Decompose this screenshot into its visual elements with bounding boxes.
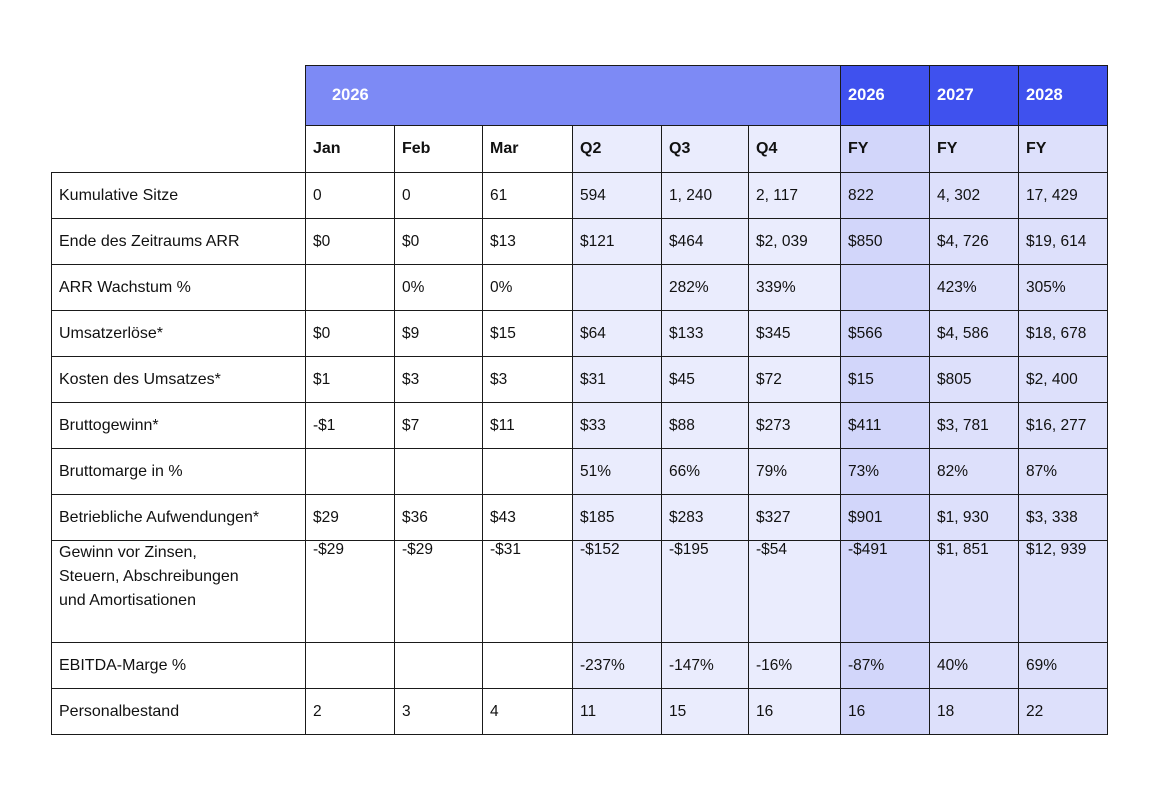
value-cell-q3: $283 [662,495,749,541]
value-cell-fy-2027: $4, 586 [930,311,1019,357]
table-row [52,403,1108,449]
table-body [52,173,1108,735]
row-label: Umsatzerlöse* [52,311,306,357]
value-cell-q2: $33 [573,403,662,449]
value-cell-q4: $72 [749,357,841,403]
period-header-row [52,126,1108,173]
row-label: Kumulative Sitze [52,173,306,219]
value-cell-jan [306,449,395,495]
value-cell-jan: $0 [306,311,395,357]
value-cell-jan: -$29 [306,541,395,643]
value-cell-feb: 3 [395,689,483,735]
row-label-line: Steuern, Abschreibungen [59,568,239,585]
value-cell-q4: 2, 117 [749,173,841,219]
header-year-2028-fy: 2028 [1019,66,1108,126]
value-cell-jan: 2 [306,689,395,735]
value-cell-feb: -$29 [395,541,483,643]
value-cell-mar: $43 [483,495,573,541]
value-cell-mar [483,643,573,689]
value-cell-mar: 61 [483,173,573,219]
period-jan: Jan [306,126,395,173]
value-cell-feb [395,449,483,495]
value-cell-q3: -$195 [662,541,749,643]
header-year-2027-fy: 2027 [930,66,1019,126]
row-label: Betriebliche Aufwendungen* [52,495,306,541]
financial-projection-table [51,65,1108,735]
value-cell-mar [483,449,573,495]
value-cell-fy-2028: 22 [1019,689,1108,735]
table-row [52,643,1108,689]
value-cell-q2: 594 [573,173,662,219]
value-cell-jan: $29 [306,495,395,541]
header-year-2026-band: 2026 [306,66,841,126]
value-cell-fy-2026: 822 [841,173,930,219]
value-cell-q3: 15 [662,689,749,735]
period-fy-2027: FY [930,126,1019,173]
value-cell-q4: 16 [749,689,841,735]
value-cell-fy-2026: $411 [841,403,930,449]
value-cell-fy-2026: $15 [841,357,930,403]
value-cell-mar: $11 [483,403,573,449]
value-cell-q3: 1, 240 [662,173,749,219]
header-year-2026-fy: 2026 [841,66,930,126]
value-cell-feb: $7 [395,403,483,449]
table-row [52,449,1108,495]
row-label-line: Gewinn vor Zinsen, [59,544,197,561]
value-cell-fy-2027: $4, 726 [930,219,1019,265]
value-cell-fy-2027: 40% [930,643,1019,689]
value-cell-fy-2026: $901 [841,495,930,541]
value-cell-q2: -$152 [573,541,662,643]
value-cell-q2: -237% [573,643,662,689]
value-cell-fy-2028: $2, 400 [1019,357,1108,403]
value-cell-feb: $9 [395,311,483,357]
value-cell-fy-2027: 82% [930,449,1019,495]
value-cell-fy-2026: $566 [841,311,930,357]
value-cell-q4: $2, 039 [749,219,841,265]
value-cell-fy-2028: $16, 277 [1019,403,1108,449]
row-label: EBITDA-Marge % [52,643,306,689]
value-cell-q4: 79% [749,449,841,495]
table-row [52,689,1108,735]
value-cell-feb: $0 [395,219,483,265]
period-q4: Q4 [749,126,841,173]
value-cell-fy-2027: 18 [930,689,1019,735]
value-cell-fy-2026: 73% [841,449,930,495]
value-cell-jan: -$1 [306,403,395,449]
value-cell-fy-2027: 423% [930,265,1019,311]
table-row [52,173,1108,219]
value-cell-fy-2028: 69% [1019,643,1108,689]
value-cell-feb: $36 [395,495,483,541]
corner-spacer-2 [52,126,306,173]
table-row [52,495,1108,541]
value-cell-feb: $3 [395,357,483,403]
row-label: Personalbestand [52,689,306,735]
table-row [52,265,1108,311]
value-cell-q4: $327 [749,495,841,541]
value-cell-fy-2026: 16 [841,689,930,735]
table-row [52,219,1108,265]
row-label: Bruttomarge in % [52,449,306,495]
value-cell-q3: -147% [662,643,749,689]
table-row [52,357,1108,403]
value-cell-q4: -$54 [749,541,841,643]
value-cell-q3: 282% [662,265,749,311]
value-cell-q2: 11 [573,689,662,735]
row-label: Kosten des Umsatzes* [52,357,306,403]
value-cell-mar: -$31 [483,541,573,643]
value-cell-fy-2027: $805 [930,357,1019,403]
value-cell-mar: 0% [483,265,573,311]
row-label: ARR Wachstum % [52,265,306,311]
value-cell-q4: -16% [749,643,841,689]
value-cell-fy-2027: 4, 302 [930,173,1019,219]
value-cell-q4: 339% [749,265,841,311]
value-cell-mar: $13 [483,219,573,265]
value-cell-fy-2027: $3, 781 [930,403,1019,449]
row-label: Bruttogewinn* [52,403,306,449]
row-label: Ende des Zeitraums ARR [52,219,306,265]
value-cell-mar: $3 [483,357,573,403]
value-cell-fy-2028: $3, 338 [1019,495,1108,541]
value-cell-q3: $133 [662,311,749,357]
value-cell-jan: $1 [306,357,395,403]
period-q3: Q3 [662,126,749,173]
value-cell-q3: $45 [662,357,749,403]
period-fy-2028: FY [1019,126,1108,173]
value-cell-q4: $345 [749,311,841,357]
value-cell-q2: $31 [573,357,662,403]
value-cell-q3: $88 [662,403,749,449]
value-cell-jan: $0 [306,219,395,265]
value-cell-q2 [573,265,662,311]
value-cell-q4: $273 [749,403,841,449]
value-cell-feb: 0% [395,265,483,311]
period-feb: Feb [395,126,483,173]
value-cell-q2: 51% [573,449,662,495]
value-cell-fy-2026: -87% [841,643,930,689]
value-cell-fy-2028: $12, 939 [1019,541,1108,643]
value-cell-feb [395,643,483,689]
period-mar: Mar [483,126,573,173]
year-header-row [52,66,1108,126]
table-row [52,541,1108,643]
value-cell-fy-2026 [841,265,930,311]
corner-spacer [52,66,306,126]
value-cell-mar: $15 [483,311,573,357]
period-q2: Q2 [573,126,662,173]
value-cell-jan [306,643,395,689]
value-cell-fy-2026: $850 [841,219,930,265]
period-fy-2026: FY [841,126,930,173]
value-cell-q3: 66% [662,449,749,495]
value-cell-fy-2028: 305% [1019,265,1108,311]
value-cell-q2: $64 [573,311,662,357]
value-cell-jan: 0 [306,173,395,219]
value-cell-q2: $121 [573,219,662,265]
row-label-line: und Amortisationen [59,592,196,609]
row-label [52,541,306,643]
table-row [52,311,1108,357]
value-cell-feb: 0 [395,173,483,219]
value-cell-fy-2028: $19, 614 [1019,219,1108,265]
value-cell-q3: $464 [662,219,749,265]
value-cell-fy-2028: 17, 429 [1019,173,1108,219]
value-cell-jan [306,265,395,311]
value-cell-mar: 4 [483,689,573,735]
value-cell-fy-2028: $18, 678 [1019,311,1108,357]
value-cell-q2: $185 [573,495,662,541]
value-cell-fy-2027: $1, 930 [930,495,1019,541]
value-cell-fy-2028: 87% [1019,449,1108,495]
value-cell-fy-2027: $1, 851 [930,541,1019,643]
value-cell-fy-2026: -$491 [841,541,930,643]
